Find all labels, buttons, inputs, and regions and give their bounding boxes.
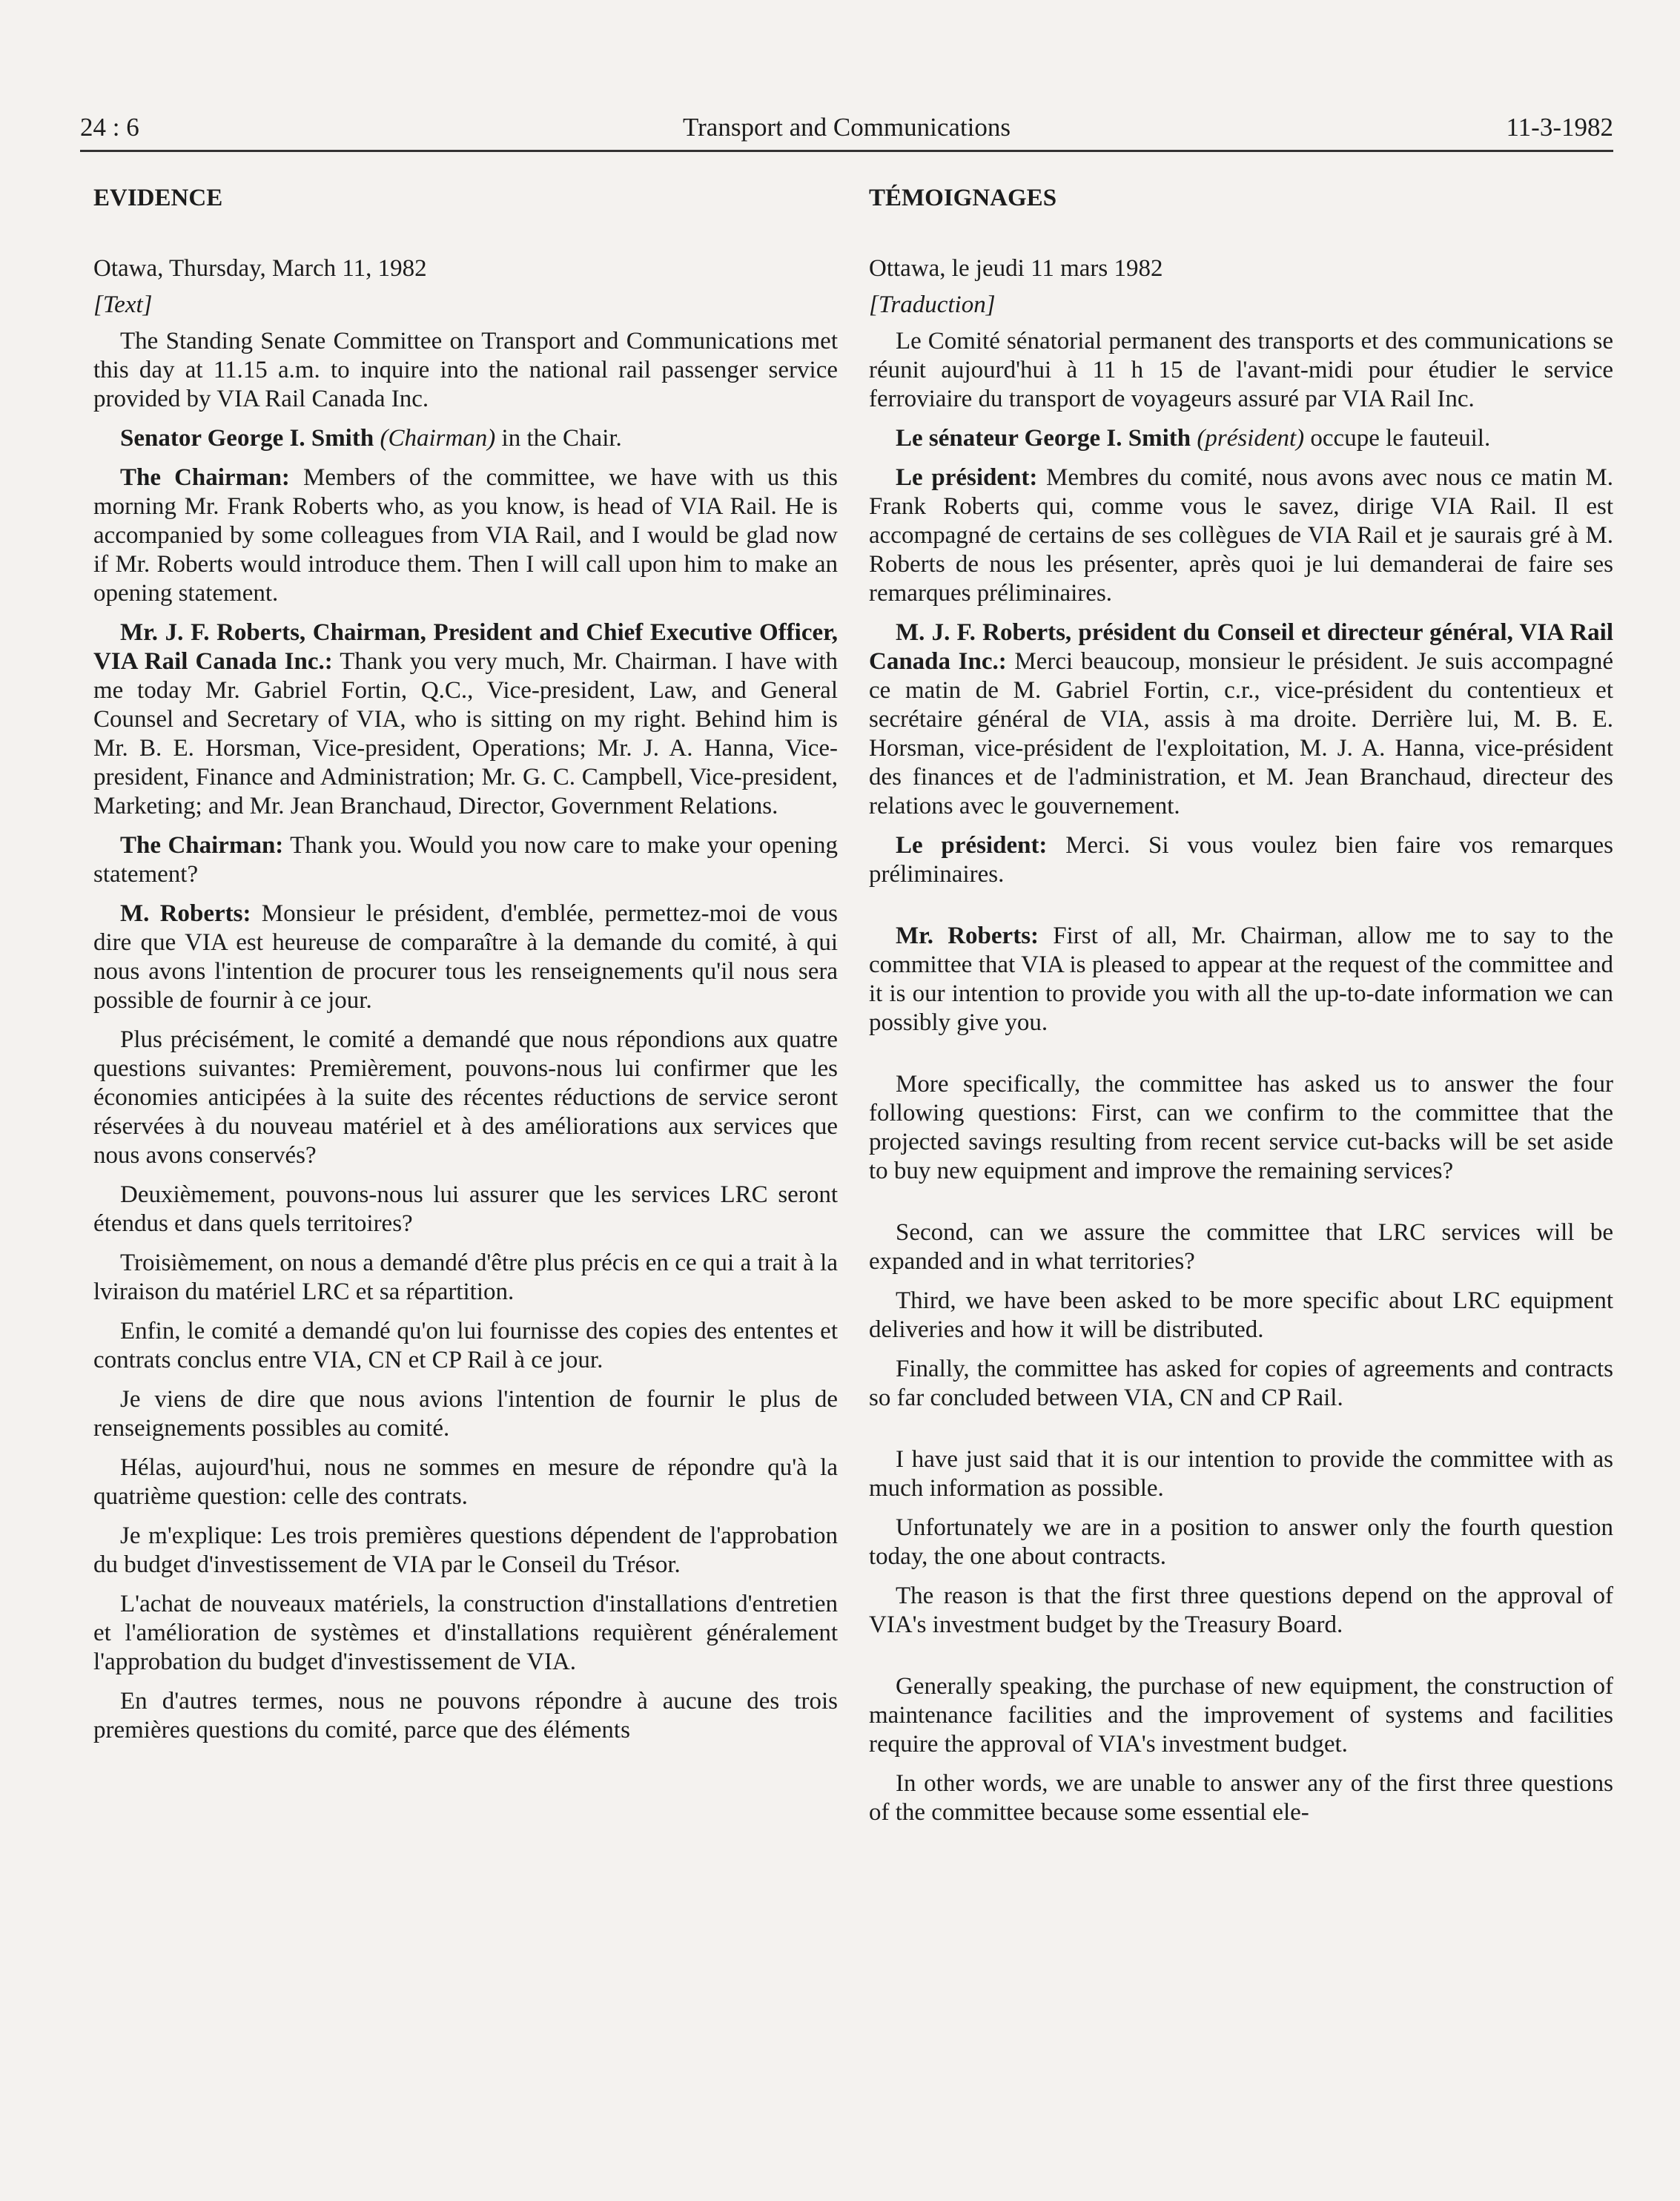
- speech-paragraph: [93, 831, 838, 889]
- issue-date: 11-3-1982: [1506, 113, 1613, 142]
- header-rule: [80, 150, 1613, 152]
- speech-text: Merci. Si vous voulez bien faire vos remarques préliminaires.: [869, 832, 1613, 888]
- opening-paragraph: The Standing Senate Committee on Transport and Communications met this day at 11.15 a.m. to inquire into the national rail passenger service provided by VIA Rail Canada Inc.: [93, 328, 838, 412]
- running-header: [80, 107, 1613, 148]
- french-column: [869, 184, 1613, 1838]
- body-paragraph: Hélas, aujourd'hui, nous ne sommes en mesure de répondre qu'à la quatrième question: celle des contrats.: [93, 1454, 838, 1510]
- chair-rest: occupe le fauteuil.: [1304, 425, 1491, 452]
- english-column: [93, 184, 838, 1755]
- speech-paragraph: [869, 463, 1613, 608]
- publication-title: Transport and Communications: [682, 113, 1011, 142]
- body-paragraph: Je m'explique: Les trois premières questions dépendent de l'approbation du budget d'investissement de VIA par le Conseil du Trésor.: [93, 1522, 838, 1578]
- speech-text: First of all, Mr. Chairman, allow me to say to the committee that VIA is pleased to appear at the request of the committee and it is our intention to provide you with all the up-to-date information we can possibly give you.: [869, 923, 1613, 1036]
- body-paragraph: The reason is that the first three questions depend on the approval of VIA's investment budget by the Treasury Board.: [869, 1583, 1613, 1638]
- speech-text: Membres du comité, nous avons avec nous ce matin M. Frank Roberts qui, comme vous le savez, dirige VIA Rail. Il est accompagné de certains de ses collègues de VIA Rail et je saurais gré à M. Roberts de nous les présenter, après quoi je lui demanderai de faire ses remarques préliminaires.: [869, 464, 1614, 607]
- body-paragraph: Je viens de dire que nous avions l'intention de fournir le plus de renseignements possibles au comité.: [93, 1386, 838, 1442]
- speaker-label: Mr. Roberts:: [896, 923, 1039, 949]
- speaker-label: M. Roberts:: [120, 900, 251, 927]
- body-paragraph: Unfortunately we are in a position to answer only the fourth question today, the one about contracts.: [869, 1514, 1613, 1570]
- body-paragraph: Third, we have been asked to be more specific about LRC equipment deliveries and how it will be distributed.: [869, 1287, 1613, 1343]
- speaker-label: Le président:: [896, 464, 1038, 491]
- text-marker: [Text]: [93, 291, 153, 318]
- body-paragraph: Second, can we assure the committee that LRC services will be expanded and in what territories?: [869, 1219, 1613, 1275]
- speaker-label: The Chairman:: [120, 832, 284, 859]
- body-paragraph: More specifically, the committee has asked us to answer the four following questions: First, can we confirm to the committee that the projected savings resulting from recent service cut-backs will be set aside to buy new equipment and improve the remaining services?: [869, 1071, 1613, 1184]
- body-paragraph: En d'autres termes, nous ne pouvons répondre à aucune des trois premières questions du comité, parce que des éléments: [93, 1688, 838, 1743]
- chair-paragraph: [93, 424, 838, 453]
- body-paragraph: L'achat de nouveaux matériels, la construction d'installations d'entretien et l'amélioration de systèmes et d'installations requièrent généralement l'approbation du budget d'investissement de VIA.: [93, 1591, 838, 1675]
- chair-rest: in the Chair.: [495, 425, 622, 452]
- text-marker: [Traduction]: [869, 291, 996, 318]
- chair-name: Senator George I. Smith: [120, 425, 374, 452]
- body-paragraph: Plus précisément, le comité a demandé que nous répondions aux quatre questions suivantes: Premièrement, pouvons-nous lui confirmer que les économies anticipées à la suite des récentes réductions de service seront réservées à du nouveau matériel et à des améliorations aux services que nous avons conservés?: [93, 1026, 838, 1169]
- body-paragraph: Enfin, le comité a demandé qu'on lui fournisse des copies des ententes et contrats conclus entre VIA, CN et CP Rail à ce jour.: [93, 1318, 838, 1373]
- dateline: Otawa, Thursday, March 11, 1982: [93, 255, 427, 282]
- speech-paragraph: [93, 463, 838, 608]
- speech-paragraph: [93, 900, 838, 1015]
- body-paragraph: Finally, the committee has asked for copies of agreements and contracts so far concluded between VIA, CN and CP Rail.: [869, 1356, 1613, 1411]
- speech-paragraph: [869, 922, 1613, 1037]
- body-paragraph: Deuxièmement, pouvons-nous lui assurer que les services LRC seront étendus et dans quels territoires?: [93, 1181, 838, 1237]
- body-paragraph: Generally speaking, the purchase of new equipment, the construction of maintenance facilities and the improvement of systems and facilities require the approval of VIA's investment budget.: [869, 1673, 1613, 1758]
- chair-role: (président): [1197, 425, 1305, 452]
- speech-text: Thank you. Would you now care to make your opening statement?: [93, 832, 839, 888]
- speech-paragraph: [93, 618, 838, 821]
- page-number: 24 : 6: [80, 113, 139, 142]
- chair-name: Le sénateur George I. Smith: [896, 425, 1191, 452]
- chair-role: (Chairman): [380, 425, 496, 452]
- body-paragraph: Troisièmement, on nous a demandé d'être plus précis en ce qui a trait à la lviraison du matériel LRC et sa répartition.: [93, 1250, 838, 1305]
- section-heading: EVIDENCE: [93, 185, 223, 211]
- opening-paragraph: Le Comité sénatorial permanent des transports et des communications se réunit aujourd'hui à 11 h 15 de l'avant-midi pour étudier le service ferroviaire du transport de voyageurs assuré par VIA Rail Inc.: [869, 328, 1613, 412]
- speaker-label: The Chairman:: [120, 464, 290, 491]
- chair-paragraph: [869, 424, 1613, 453]
- speech-paragraph: [869, 831, 1613, 889]
- section-heading: TÉMOIGNAGES: [869, 185, 1057, 211]
- speech-text: Thank you very much, Mr. Chairman. I have with me today Mr. Gabriel Fortin, Q.C., Vice-president, Law, and General Counsel and Secretary of VIA, who is sitting on my right. Behind him is Mr. B. E. Horsman, Vice-president, Operations; Mr. J. A. Hanna, Vice-president, Finance and Administration; Mr. G. C. Campbell, Vice-president, Marketing; and Mr. Jean Branchaud, Director, Government Relations.: [93, 648, 838, 819]
- speaker-label: M. J. F. Roberts, président du Conseil et directeur général, VIA Rail Canada Inc.:: [869, 619, 1613, 675]
- speaker-label: Mr. J. F. Roberts, Chairman, President and Chief Executive Officer, VIA Rail Canada Inc.:: [93, 619, 838, 675]
- body-paragraph: In other words, we are unable to answer any of the first three questions of the committee because some essential ele-: [869, 1770, 1613, 1826]
- speech-paragraph: [869, 618, 1613, 821]
- speech-text: Monsieur le président, d'emblée, permettez-moi de vous dire que VIA est heureuse de comparaître à la demande du comité, à qui nous avons l'intention de procurer tous les renseignements qu'il nous sera possible de fournir à ce jour.: [93, 900, 838, 1014]
- body-paragraph: I have just said that it is our intention to provide the committee with as much information as possible.: [869, 1446, 1613, 1502]
- dateline: Ottawa, le jeudi 11 mars 1982: [869, 255, 1163, 282]
- speaker-label: Le président:: [896, 832, 1048, 859]
- speech-text: Members of the committee, we have with us this morning Mr. Frank Roberts who, as you know, is head of VIA Rail. He is accompanied by some colleagues from VIA Rail, and I would be glad now if Mr. Roberts would introduce them. Then I will call upon him to make an opening statement.: [93, 464, 839, 607]
- speech-text: Merci beaucoup, monsieur le président. Je suis accompagné ce matin de M. Gabriel Fortin, c.r., vice-président du contentieux et secrétaire général de VIA, assis à ma droite. Derrière lui, M. B. E. Horsman, vice-président de l'exploitation, M. J. A. Hanna, vice-président des finances et de l'administration, et M. Jean Branchaud, directeur des relations avec le gouvernement.: [869, 648, 1613, 819]
